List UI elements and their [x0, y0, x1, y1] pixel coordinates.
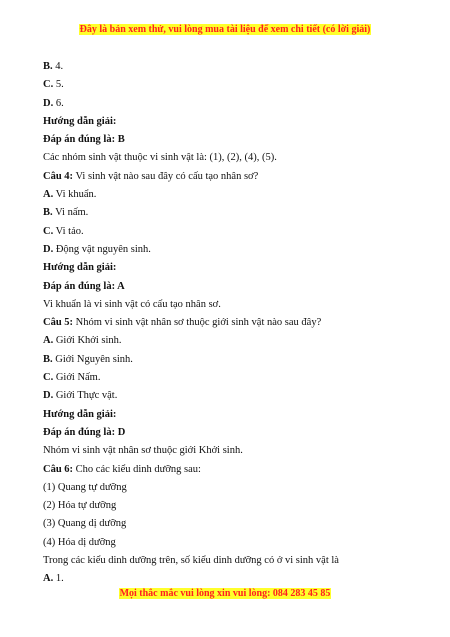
- text-line: [43, 479, 423, 497]
- line-text: Giới Khởi sinh.: [53, 335, 122, 347]
- line-label: D.: [43, 243, 54, 255]
- line-text: 4.: [52, 61, 64, 72]
- line-label: D.: [43, 390, 54, 402]
- text-line: [43, 351, 423, 369]
- preview-notice-text: Đây là bản xem thử, vui lòng mua tài liệu để xem chi tiết (có lời giải): [79, 24, 371, 35]
- text-line: [43, 442, 423, 460]
- line-text: 6.: [53, 97, 64, 109]
- line-label: Câu 4:: [43, 170, 74, 182]
- line-text: Trong các kiểu dinh dưỡng trên, số kiểu dinh dưỡng có ở vi sinh vật là: [43, 555, 339, 567]
- line-text: (2) Hóa tự dưỡng: [43, 500, 117, 512]
- text-line: [43, 314, 423, 332]
- text-line: [43, 332, 423, 350]
- line-text: Vi khuẩn là vi sinh vật có cấu tạo nhân sơ.: [43, 298, 221, 310]
- line-label: Hướng dẫn giải:: [43, 408, 117, 420]
- line-text: Vi khuẩn.: [53, 189, 97, 201]
- line-label: Câu 6:: [43, 463, 74, 475]
- line-text: (3) Quang dị dưỡng: [43, 518, 127, 530]
- text-line: [43, 186, 423, 204]
- line-text: Vi tảo.: [53, 225, 84, 237]
- text-line: [43, 552, 423, 570]
- text-line: [43, 369, 423, 387]
- line-label: A.: [43, 189, 54, 201]
- text-line: [43, 259, 423, 277]
- line-label: C.: [43, 372, 54, 384]
- text-line: [43, 58, 423, 76]
- contact-footer-banner: [0, 588, 450, 599]
- text-line: [43, 168, 423, 186]
- text-line: [43, 387, 423, 405]
- text-line: [43, 76, 423, 94]
- line-text: Cho các kiểu dinh dưỡng sau:: [73, 463, 201, 475]
- text-line: [43, 149, 423, 167]
- line-label: D.: [43, 97, 54, 109]
- line-label: Hướng dẫn giải:: [43, 262, 117, 274]
- line-label: B.: [43, 353, 53, 365]
- text-line: [43, 278, 423, 296]
- text-line: [43, 570, 423, 588]
- line-text: Các nhóm sinh vật thuộc vi sinh vật là: (1), (2), (4), (5).: [43, 152, 277, 164]
- document-body: [43, 58, 423, 589]
- line-label: B.: [43, 61, 53, 72]
- line-text: Giới Thực vật.: [53, 390, 118, 402]
- line-label: Đáp án đúng là: A: [43, 280, 125, 292]
- text-line: [43, 497, 423, 515]
- line-text: 1.: [53, 573, 64, 585]
- text-line: [43, 223, 423, 241]
- line-label: A.: [43, 573, 54, 585]
- line-text: Vi sinh vật nào sau đây có cấu tạo nhân sơ?: [73, 170, 259, 182]
- line-text: Nhóm vi sinh vật nhân sơ thuộc giới sinh vật nào sau đây?: [73, 317, 322, 329]
- line-text: Giới Nấm.: [53, 372, 101, 384]
- line-text: (1) Quang tự dưỡng: [43, 481, 127, 493]
- line-text: 5.: [53, 79, 64, 91]
- line-label: C.: [43, 79, 54, 91]
- line-label: Câu 5:: [43, 317, 74, 329]
- line-text: Nhóm vi sinh vật nhân sơ thuộc giới Khởi sinh.: [43, 445, 243, 457]
- line-text: Động vật nguyên sinh.: [53, 243, 151, 255]
- line-label: Đáp án đúng là: D: [43, 426, 126, 438]
- line-text: Vi nấm.: [52, 207, 89, 219]
- line-label: Hướng dẫn giải:: [43, 115, 117, 127]
- text-line: [43, 515, 423, 533]
- line-text: Giới Nguyên sinh.: [52, 353, 133, 365]
- line-label: Đáp án đúng là: B: [43, 134, 125, 146]
- text-line: [43, 296, 423, 314]
- line-label: C.: [43, 225, 54, 237]
- line-text: (4) Hóa dị dưỡng: [43, 536, 116, 548]
- line-label: A.: [43, 335, 54, 347]
- text-line: [43, 241, 423, 259]
- text-line: [43, 534, 423, 552]
- text-line: [43, 204, 423, 222]
- text-line: [43, 424, 423, 442]
- preview-notice-banner: [0, 24, 450, 35]
- text-line: [43, 406, 423, 424]
- contact-footer-text: Mọi thắc mắc vui lòng xin vui lòng: 084 283 45 85: [119, 588, 331, 599]
- text-line: [43, 131, 423, 149]
- line-label: B.: [43, 207, 53, 219]
- text-line: [43, 461, 423, 479]
- text-line: [43, 95, 423, 113]
- text-line: [43, 113, 423, 131]
